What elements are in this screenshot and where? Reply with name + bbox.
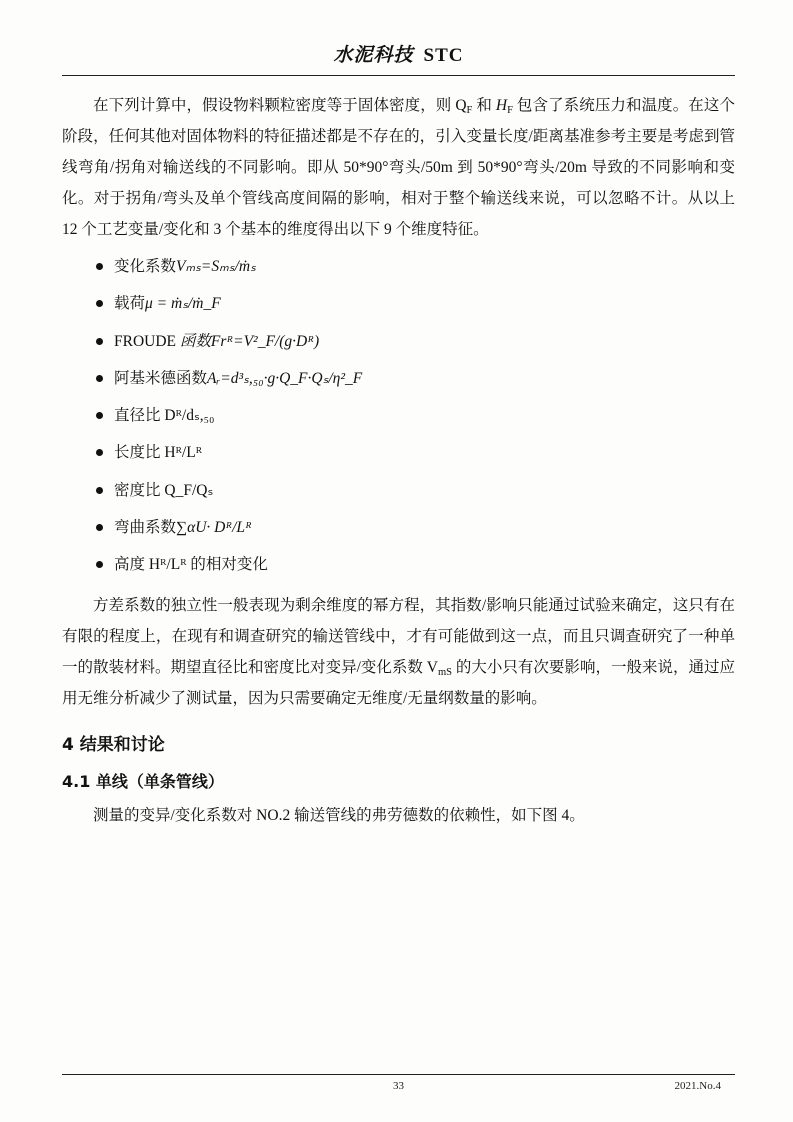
bullet-label-9: 高度	[114, 556, 146, 574]
issue-label: 2021.No.4	[674, 1080, 721, 1092]
bullet-formula-5: Dᴿ/dₛ,₅₀	[164, 407, 215, 425]
bullet-label-3: FROUDE	[114, 332, 177, 350]
bullet-formula-3: 函数Frᴿ=V²_F/(g·Dᴿ)	[179, 332, 320, 350]
footer-row	[62, 1080, 735, 1096]
list-item	[62, 330, 735, 353]
footer-divider	[62, 1074, 735, 1075]
bullet-formula-1: Vₘₛ=Sₘₛ/ṁₛ	[176, 258, 256, 276]
para1-sub-1: F	[466, 104, 473, 116]
para1-part-c: 包含了系统压力和温度。在这个阶段，任何其他对固体物料的特征描述都是不存在的，引入变量长度/距离基准参考主要是考虑到管线弯角/拐角对输送线的不同影响。即从 50*90°弯头/50m 到 50*90°弯头/20m 导致的不同影响和变化。对于拐角/弯头及单个管线高度间隔的影响，相对于整个输送线来说，可以忽略不计。从以上 12 个工艺变量/变化和 3 个基本的维度得出以下 9 个维度特征。	[62, 97, 735, 239]
section-heading-4-1: 4.1 单线（单条管线）	[62, 772, 224, 792]
paragraph-block-1	[62, 90, 735, 245]
para1-part-b: 和	[472, 97, 496, 114]
list-item	[62, 553, 735, 576]
bullet-label-8: 弯曲系数	[114, 518, 177, 536]
bullet-label-1: 变化系数	[114, 258, 177, 276]
paragraph-2	[62, 590, 735, 714]
bullet-formula-4: Aᵣ=d³ₛ,₅₀·g·Q_F·Qₛ/η²_F	[207, 369, 363, 387]
page-number: 33	[393, 1080, 404, 1092]
para1-part-a: 在下列计算中，假设物料颗粒密度等于固体密度，则 Q	[93, 97, 467, 114]
para2-part-a: 方差系数的独立性一般表现为剩余维度的幂方程，其指数/影响只能通过试验来确定，这只有在有限的程度上，在现有和调查研究的输送管线中，才有可能做到这一点，而且只调查研究了一种单一的散装材料。期望直径比和密度比对变异/变化系数 V	[62, 597, 735, 677]
page-content	[62, 40, 735, 1092]
bullet-formula-2: μ = ṁₛ/ṁ_F	[145, 295, 221, 313]
para2-part-b: 的大小只有次要影响，一般来说，通过应用无维分析减少了测试量，因为只需要确定无维度/无量纲数量的影响。	[62, 659, 735, 708]
header-divider	[62, 75, 735, 76]
list-item	[62, 516, 735, 539]
para1-italic-h: H	[495, 97, 508, 114]
list-item	[62, 292, 735, 315]
bullet-formula-9: Hᴿ/Lᴿ 的相对变化	[148, 556, 268, 574]
list-item	[62, 255, 735, 278]
paragraph-block-2	[62, 590, 735, 714]
section-heading-4: 4 结果和讨论	[62, 735, 165, 756]
bullet-label-7: 密度比	[114, 481, 161, 499]
list-item	[62, 404, 735, 427]
bullet-label-2: 载荷	[114, 295, 146, 313]
page-footer	[62, 1074, 735, 1096]
paragraph-block-3	[62, 800, 735, 831]
journal-title-cn: 水泥科技	[333, 44, 414, 66]
list-item	[62, 441, 735, 464]
para2-sub: mS	[437, 667, 453, 679]
dimension-feature-list	[62, 255, 735, 576]
document-header	[62, 40, 735, 73]
bullet-label-4: 阿基米德函数	[114, 369, 208, 387]
bullet-formula-6: Hᴿ/Lᴿ	[164, 444, 203, 462]
list-item	[62, 367, 735, 390]
journal-title-abbr: STC	[423, 45, 464, 66]
list-item	[62, 479, 735, 502]
paragraph-3: 测量的变异/变化系数对 NO.2 输送管线的弗劳德数的依赖性，如下图 4。	[93, 807, 585, 825]
bullet-formula-7: Q_F/Qₛ	[164, 481, 214, 499]
bullet-label-5: 直径比	[114, 407, 161, 425]
para1-sub-2: F	[507, 104, 513, 116]
paragraph-1	[62, 90, 735, 245]
bullet-label-6: 长度比	[114, 444, 161, 462]
bullet-formula-8: ∑αU· Dᴿ/Lᴿ	[176, 518, 252, 536]
